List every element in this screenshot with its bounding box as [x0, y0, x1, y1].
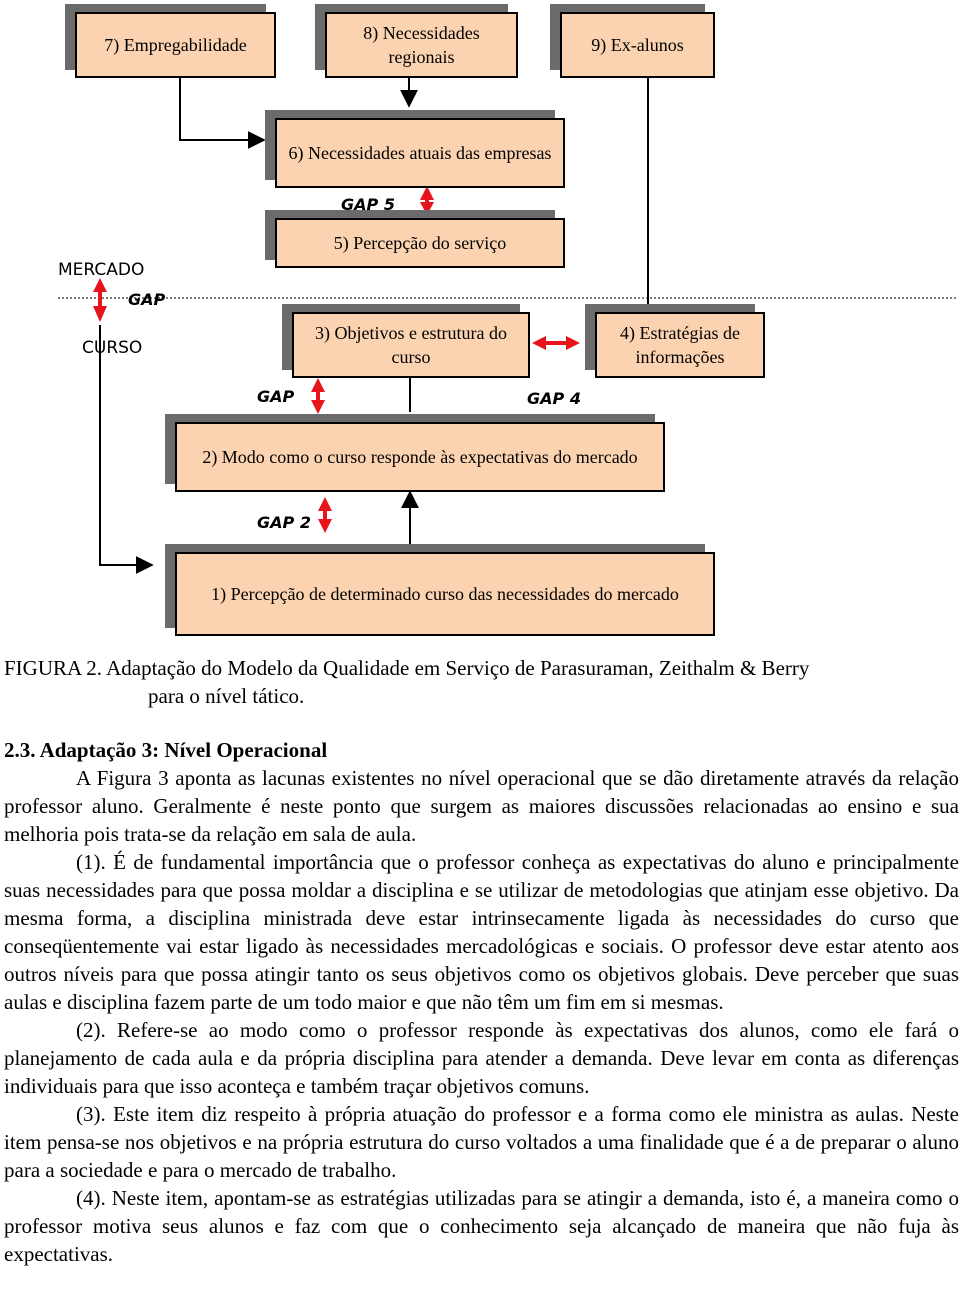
box-estrategias-informacoes: 4) Estratégias de informações	[595, 312, 765, 378]
gap4-label: GAP 4	[527, 390, 581, 404]
label-curso: CURSO	[82, 338, 143, 358]
paragraph: (4). Neste item, apontam-se as estratégias utilizadas para se atingir a demanda, isto é, a maneira como o professor motiva seus alunos e faz com que o conhecimento seja alcançado de maneira que não fuja às expectativas.	[4, 1186, 959, 1266]
box-empregabilidade: 7) Empregabilidade	[75, 12, 276, 78]
paragraph: (2). Refere-se ao modo como o professor responde às expectativas dos alunos, como ele fará o planejamento de cada aula e da própria disciplina para atender a demanda. Deve levar em conta as diferenças individuais para que isso aconteça e também traçar objetivos comuns.	[4, 1018, 959, 1098]
figure-caption-continued: para o nível tático.	[148, 684, 305, 708]
gap5-arrow-icon	[420, 186, 434, 215]
gap34-arrow-icon	[532, 336, 580, 350]
box-necessidades-empresas: 6) Necessidades atuais das empresas	[275, 118, 565, 188]
service-quality-diagram	[0, 0, 960, 640]
box-percepcao-curso: 1) Percepção de determinado curso das necessidades do mercado	[175, 552, 715, 636]
gap-market-course-label: GAP	[128, 291, 166, 305]
connector-curso-to-1	[100, 325, 152, 565]
figure-caption: FIGURA 2. Adaptação do Modelo da Qualidade em Serviço de Parasuraman, Zeithalm & Berry	[4, 656, 810, 680]
gap-mc-arrow-icon	[93, 278, 107, 322]
box-ex-alunos: 9) Ex-alunos	[560, 12, 715, 78]
gap3-arrow-icon	[311, 378, 325, 414]
box-necessidades-regionais: 8) Necessidades regionais	[325, 12, 518, 78]
gap5-label: GAP 5	[341, 196, 395, 210]
box-objetivos-estrutura: 3) Objetivos e estrutura do curso	[292, 312, 530, 378]
box-percepcao-servico: 5) Percepção do serviço	[275, 218, 565, 268]
gap2-label: GAP 2	[257, 514, 311, 528]
paragraph: (1). É de fundamental importância que o professor conheça as expectativas do aluno e principalmente suas necessidades para que possa moldar a disciplina e se utilizar de metodologias que atinjam esse objetivo. Da mesma forma, a disciplina ministrada deve estar intrinsecamente ligada às necessidades do curso que conseqüentemente vai estar ligado às necessidades mercadológicas e sociais. O professor deve estar atento aos outros níveis para que possa atingir tanto os seus objetivos como os objetivos globais. Deve perceber que suas aulas e disciplina fazem parte de um todo maior e que não têm um fim em si mesmas.	[4, 850, 959, 1014]
paragraph: A Figura 3 aponta as lacunas existentes no nível operacional que se dão diretamente através da relação professor aluno. Geralmente é neste ponto que surgem as maiores discussões relacionadas ao ensino e sua melhoria pois trata-se da relação em sala de aula.	[4, 766, 959, 846]
gap3-label: GAP	[257, 388, 295, 402]
gap2-arrow-icon	[318, 497, 332, 533]
section-heading: 2.3. Adaptação 3: Nível Operacional	[4, 738, 328, 762]
document-body	[4, 650, 959, 1268]
connector-9-to-4	[628, 62, 648, 305]
paragraph: (3). Este item diz respeito à própria atuação do professor e a forma como ele ministra as aulas. Neste item pensa-se nos objetivos e na própria estrutura do curso voltados a uma finalidade que é a de preparar o aluno para a sociedade e para o mercado de trabalho.	[4, 1102, 959, 1182]
box-modo-curso-responde: 2) Modo como o curso responde às expectativas do mercado	[175, 422, 665, 492]
label-mercado: MERCADO	[58, 260, 145, 280]
connector-7-to-6	[180, 78, 264, 140]
